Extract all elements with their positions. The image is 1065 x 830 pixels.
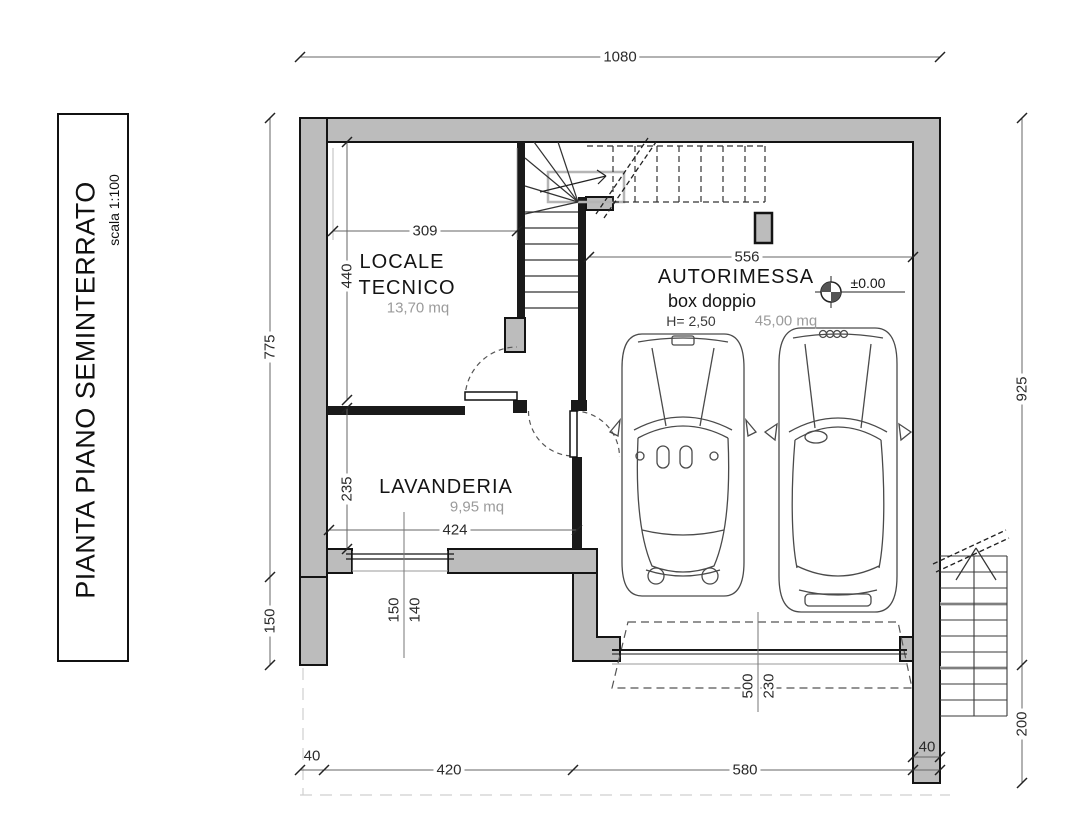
room-sublabel-autorimessa: box doppio [667,291,757,311]
door-leaf-locale [465,392,517,400]
room-height-autorimessa: H= 2,50 [666,313,716,329]
dim-garage-width: 556 [731,250,762,265]
room-area-locale: 13,70 mq [386,299,450,317]
lavanderia-window [346,551,454,571]
dim-garage-door-width: 500 [741,670,756,701]
dim-bottom-left-span: 420 [433,763,464,778]
door-swing-arcs [465,347,620,457]
dim-left-upper: 775 [263,331,278,362]
dim-lavanderia-height: 235 [340,473,355,504]
dim-bottom-wall-left: 40 [303,747,321,765]
room-area-lavanderia: 9,95 mq [449,498,505,516]
room-label-locale-line2: TECNICO [358,277,456,299]
level-value: ±0.00 [850,275,886,291]
stair-upper-flight-dashed [587,146,765,202]
dim-top-total: 1080 [600,50,639,65]
page-title: PIANTA PIANO SEMINTERRATO [70,181,101,599]
dimension-lines [270,57,1022,783]
exterior-walls [300,118,940,783]
car-convertible [610,334,756,596]
dim-right-lower: 200 [1015,708,1030,739]
garage-pillar [755,213,772,243]
title-block [57,113,129,662]
drawing-scale: scala 1:100 [106,174,122,246]
external-stair [933,530,1009,716]
room-label-lavanderia: LAVANDERIA [379,476,513,498]
doors [465,347,620,457]
door-leaf-garage [570,411,577,457]
car-sedan [765,328,911,612]
dim-bottom-wall-right: 40 [918,738,936,756]
dim-garage-door-height: 230 [762,670,777,701]
dim-locale-width: 309 [409,224,440,239]
room-label-autorimessa: AUTORIMESSA [657,266,815,288]
site-dashed-lines [300,668,950,795]
room-area-autorimessa: 45,00 mq [754,312,818,330]
dim-right-upper: 925 [1015,373,1030,404]
dim-window-width: 150 [387,594,402,625]
external-stair-break-line [933,530,1009,572]
dim-locale-height: 440 [340,260,355,291]
dim-bottom-right-span: 580 [729,763,760,778]
dim-window-height: 140 [408,594,423,625]
dim-left-lower: 150 [263,605,278,636]
dim-lavanderia-width: 424 [439,523,470,538]
room-label-locale-line1: LOCALE [359,251,445,273]
